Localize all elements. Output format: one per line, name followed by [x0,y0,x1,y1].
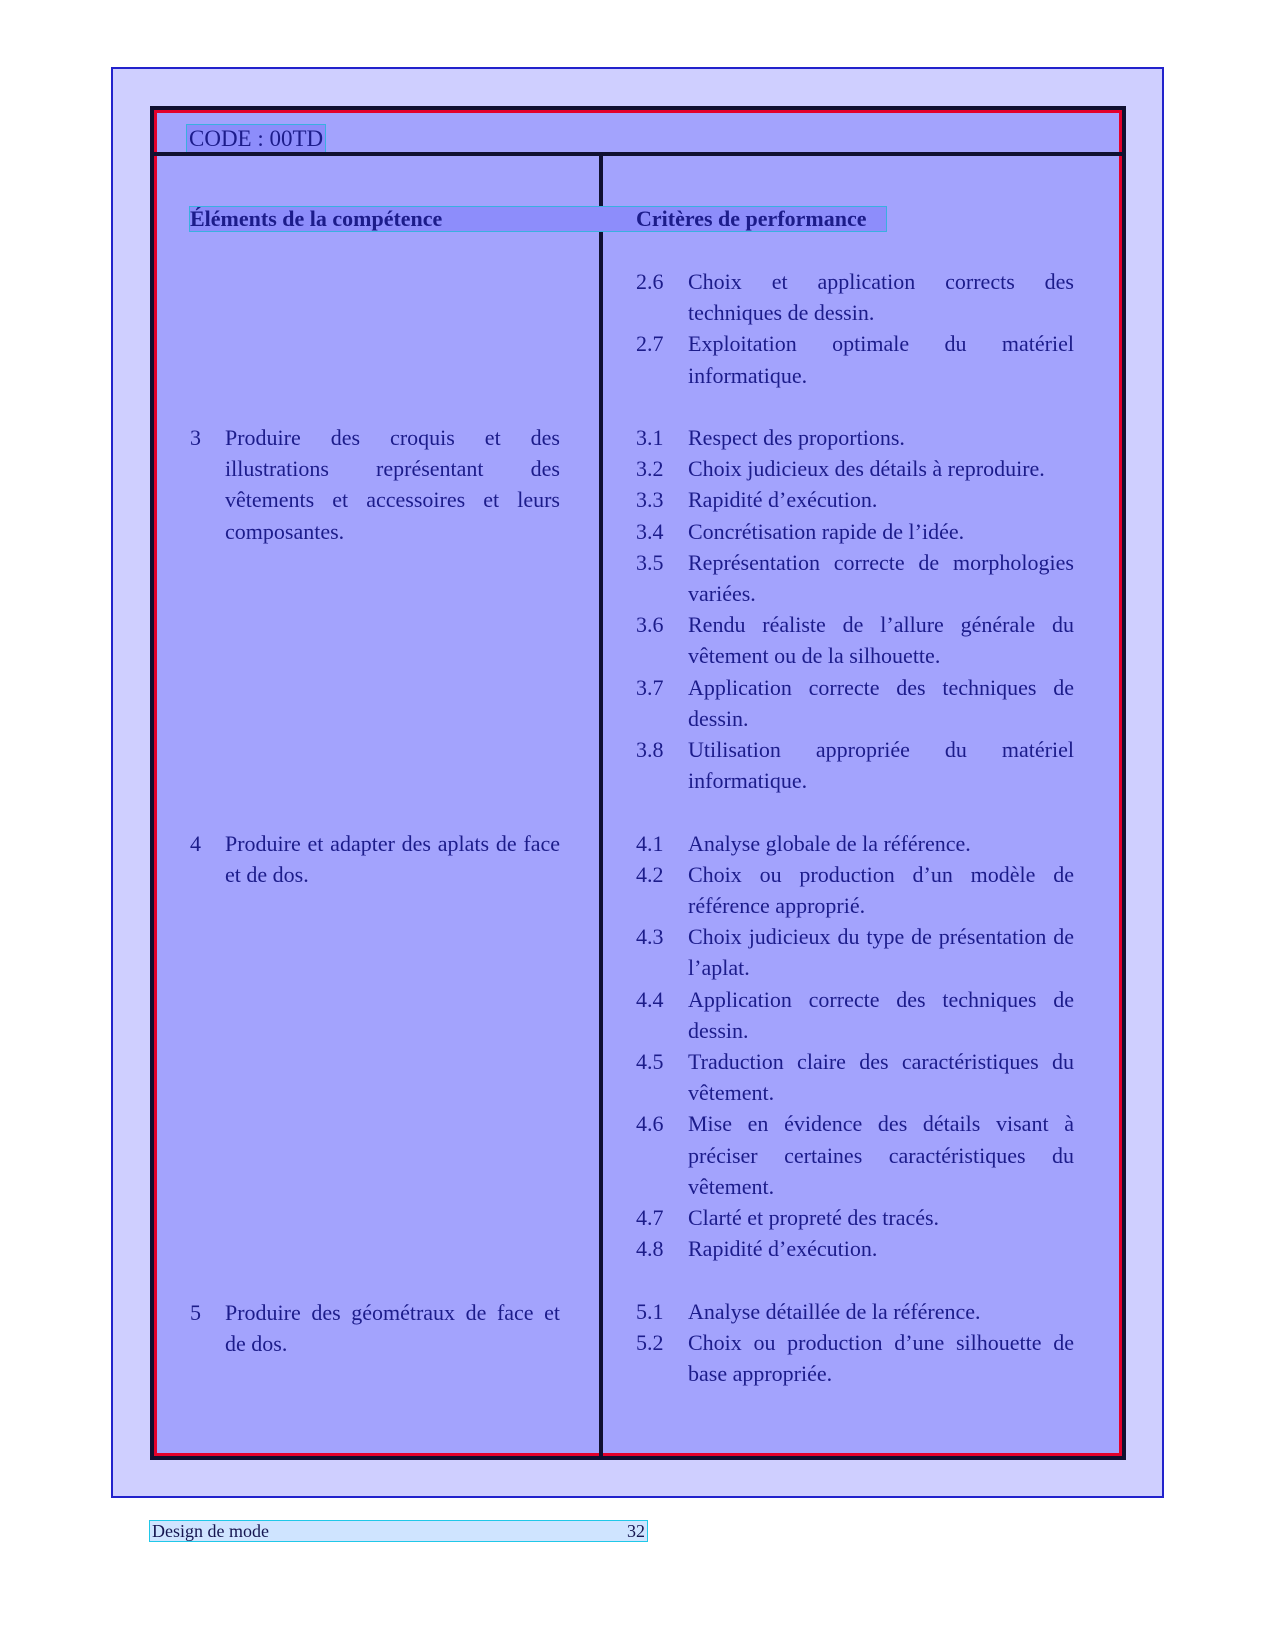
criterion-number: 3.5 [636,549,664,575]
element-number: 5 [190,1300,201,1325]
criterion-number: 3.7 [636,674,664,700]
criterion-text: Traduction claire des caractéristiques du vêtement. [688,1049,1074,1106]
criterion-number: 4.7 [636,1205,664,1231]
element-item [190,828,560,890]
element-item [190,422,560,547]
criterion-number: 3.1 [636,425,664,450]
criterion-item [636,1296,1074,1327]
criterion-item [636,547,1074,609]
criterion-text: Rapidité d’exécution. [688,1236,878,1262]
criterion-text: Représentation correcte de morphologies variées. [688,549,1074,607]
criterion-number: 2.7 [636,331,664,357]
criterion-item [636,734,1074,796]
criterion-item [636,1327,1074,1389]
criterion-text: Concrétisation rapide de l’idée. [688,518,965,544]
criterion-text: Exploitation optimale du matériel informatique. [688,331,1074,388]
criterion-number: 4.8 [636,1236,664,1262]
criterion-item [636,484,1074,515]
criterion-text: Application correcte des techniques de dessin. [688,674,1074,731]
criteria-column [636,266,1074,1389]
criterion-item [636,1108,1074,1202]
criterion-number: 3.2 [636,456,664,482]
criterion-text: Choix ou production d’un modèle de référence approprié. [688,861,1074,919]
criterion-text: Choix judicieux des détails à reproduire. [688,456,1045,482]
element-text: Produire des géométraux de face et de dos. [225,1300,560,1357]
header-criteria: Critères de performance [636,206,867,231]
criterion-text: Mise en évidence des détails visant à préciser certaines caractéristiques du vêtement. [688,1111,1074,1199]
criterion-number: 3.3 [636,487,664,513]
criterion-item [636,1046,1074,1108]
criterion-text: Choix et application corrects des techniques de dessin. [688,269,1074,326]
criterion-text: Clarté et propreté des tracés. [688,1205,940,1231]
criterion-item [636,984,1074,1046]
element-item [190,1297,560,1359]
criterion-text: Application correcte des techniques de dessin. [688,986,1074,1043]
criterion-item [636,1202,1074,1233]
element-number: 4 [190,831,201,856]
criterion-number: 4.6 [636,1111,664,1137]
criterion-number: 5.2 [636,1329,664,1355]
header-divider [154,152,1122,156]
column-divider [599,156,603,1456]
footer-title: Design de mode [152,1521,269,1541]
page-number: 32 [627,1521,645,1541]
criterion-number: 4.3 [636,924,664,950]
criterion-text: Analyse détaillée de la référence. [688,1298,981,1324]
code-label: CODE : 00TD [189,126,324,151]
criterion-text: Choix ou production d’une silhouette de base appropriée. [688,1329,1074,1387]
criterion-item [636,328,1074,390]
criterion-item [636,828,1074,859]
criterion-item [636,672,1074,734]
criterion-number: 3.6 [636,612,664,638]
header-elements: Éléments de la compétence [190,206,443,231]
criterion-number: 4.4 [636,986,664,1012]
criterion-item [636,609,1074,671]
criterion-text: Respect des proportions. [688,425,905,450]
element-text: Produire et adapter des aplats de face et de dos. [225,831,560,888]
criterion-item [636,266,1074,328]
criterion-number: 5.1 [636,1298,664,1324]
criterion-text: Analyse globale de la référence. [688,830,971,856]
criterion-item [636,516,1074,547]
criterion-item [636,921,1074,983]
criterion-item [636,422,1074,453]
criterion-number: 3.4 [636,518,664,544]
criterion-item [636,1233,1074,1264]
criterion-text: Utilisation appropriée du matériel informatique. [688,737,1074,794]
criterion-item [636,453,1074,484]
element-number: 3 [190,425,201,450]
criterion-text: Rapidité d’exécution. [688,487,878,513]
criterion-number: 4.5 [636,1049,664,1075]
criterion-item [636,859,1074,921]
criterion-number: 4.1 [636,830,664,856]
criterion-number: 4.2 [636,861,664,887]
element-text: Produire des croquis et des illustrations représentant des vêtements et accessoires et leurs composantes. [225,425,560,544]
criterion-number: 3.8 [636,737,664,763]
criterion-number: 2.6 [636,269,664,294]
criterion-text: Rendu réaliste de l’allure générale du vêtement ou de la silhouette. [688,612,1074,669]
page-footer [150,1521,647,1541]
criterion-text: Choix judicieux du type de présentation de l’aplat. [688,924,1074,981]
